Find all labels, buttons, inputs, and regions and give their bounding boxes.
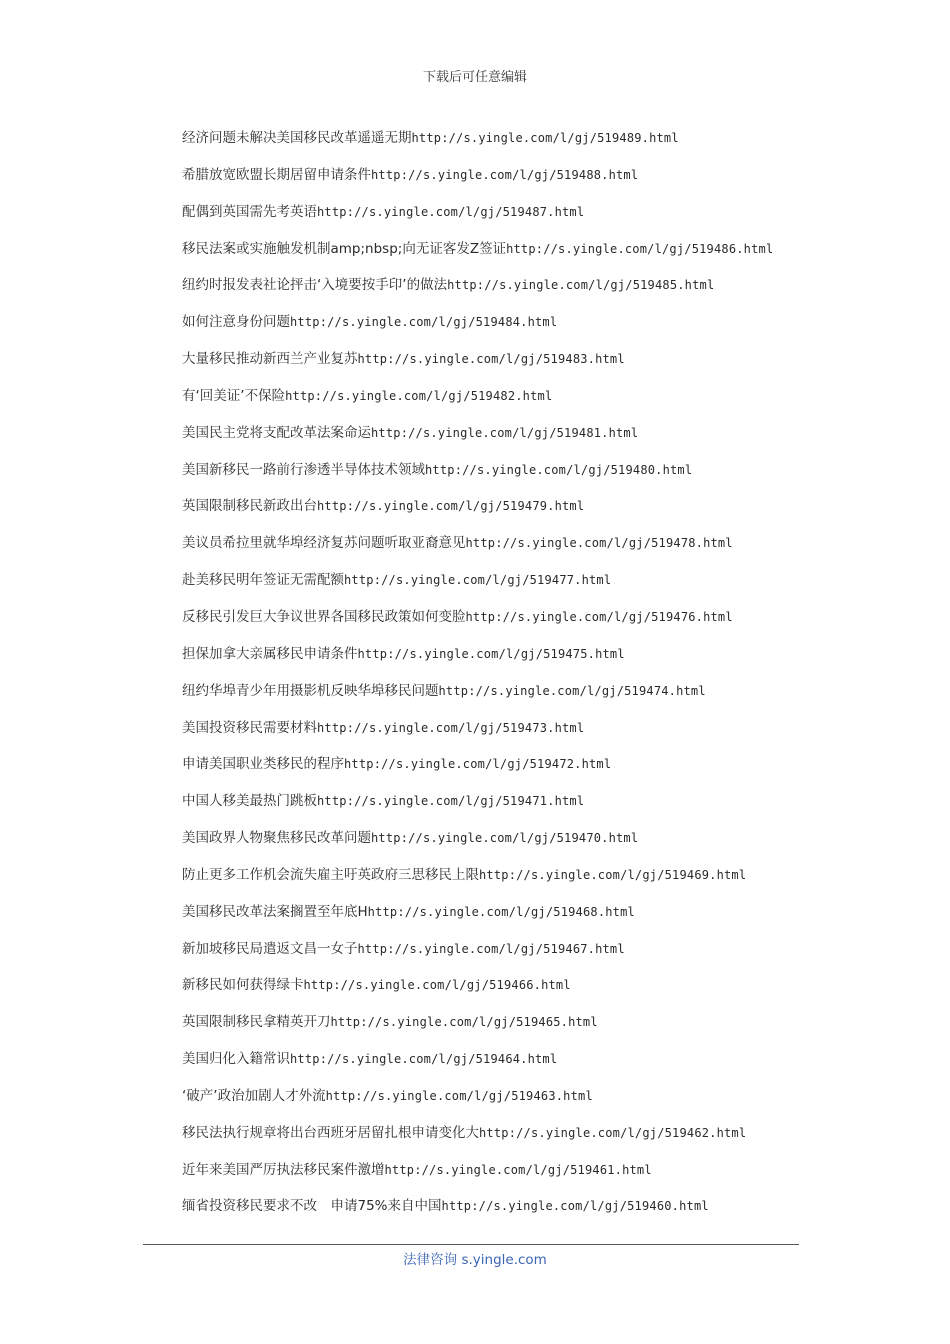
item-title: ‘破产’政治加剧人才外流 (182, 1087, 326, 1104)
item-title: 担保加拿大亲属移民申请条件 (182, 645, 358, 662)
item-url-link[interactable]: http://s.yingle.com/l/gj/519470.html (371, 831, 639, 846)
item-title: 纽约华埠青少年用摄影机反映华埠移民问题 (182, 682, 439, 699)
item-url-link[interactable]: http://s.yingle.com/l/gj/519460.html (441, 1199, 709, 1214)
item-url-link[interactable]: http://s.yingle.com/l/gj/519462.html (479, 1125, 747, 1140)
item-url-link[interactable]: http://s.yingle.com/l/gj/519465.html (330, 1015, 598, 1030)
item-title: 英国限制移民拿精英开刀 (182, 1014, 331, 1031)
list-item (182, 382, 822, 419)
item-title: 美国移民改革法案搁置至年底H (182, 903, 368, 920)
list-item (182, 1045, 822, 1082)
list-item (182, 456, 822, 493)
list-item (182, 935, 822, 972)
item-url-link[interactable]: http://s.yingle.com/l/gj/519477.html (344, 573, 612, 588)
item-title: 移民法案或实施触发机制amp;nbsp;向无证客发Z签证 (182, 240, 507, 257)
item-url-link[interactable]: http://s.yingle.com/l/gj/519481.html (371, 425, 639, 440)
item-title: 如何注意身份问题 (182, 314, 290, 331)
item-title: 新移民如何获得绿卡 (182, 977, 304, 994)
page-header: 下载后可任意编辑 (422, 70, 527, 85)
list-item (182, 345, 822, 382)
item-url-link[interactable]: http://s.yingle.com/l/gj/519487.html (317, 204, 585, 219)
list-item (182, 419, 822, 456)
item-title: 英国限制移民新政出台 (182, 498, 317, 515)
item-title: 经济问题未解决美国移民改革遥遥无期 (182, 130, 412, 146)
item-title: 纽约时报发表社论抨击‘入境要按手印’的做法 (182, 277, 448, 294)
item-url-link[interactable]: http://s.yingle.com/l/gj/519467.html (357, 941, 625, 956)
item-url-link[interactable]: http://s.yingle.com/l/gj/519461.html (384, 1162, 652, 1177)
list-item (182, 714, 822, 751)
list-item (182, 640, 822, 677)
item-title: 中国人移美最热门跳板 (182, 793, 317, 810)
list-item (182, 198, 822, 235)
link-list (182, 124, 822, 1229)
item-title: 美国投资移民需要材料 (182, 719, 317, 736)
item-url-link[interactable]: http://s.yingle.com/l/gj/519488.html (371, 167, 639, 182)
list-item (182, 308, 822, 345)
list-item (182, 1119, 822, 1156)
item-title: 美国新移民一路前行渗透半导体技术领域 (182, 461, 425, 478)
item-title: 防止更多工作机会流失雇主吁英政府三思移民上限 (182, 866, 479, 883)
list-item (182, 1192, 822, 1229)
item-url-link[interactable]: http://s.yingle.com/l/gj/519471.html (317, 794, 585, 809)
item-url-link[interactable]: http://s.yingle.com/l/gj/519463.html (325, 1088, 593, 1103)
list-item (182, 161, 822, 198)
list-item (182, 529, 822, 566)
item-title: 申请美国职业类移民的程序 (182, 756, 344, 773)
item-url-link[interactable]: http://s.yingle.com/l/gj/519468.html (367, 904, 635, 919)
item-title: 美国民主党将支配改革法案命运 (182, 424, 371, 441)
list-item (182, 124, 822, 161)
list-item (182, 971, 822, 1008)
item-title: 大量移民推动新西兰产业复苏 (182, 351, 358, 368)
item-url-link[interactable]: http://s.yingle.com/l/gj/519483.html (357, 352, 625, 367)
list-item (182, 492, 822, 529)
item-url-link[interactable]: http://s.yingle.com/l/gj/519478.html (465, 536, 733, 551)
list-item (182, 603, 822, 640)
item-title: 希腊放宽欧盟长期居留申请条件 (182, 166, 371, 183)
item-url-link[interactable]: http://s.yingle.com/l/gj/519485.html (447, 278, 715, 293)
item-url-link[interactable]: http://s.yingle.com/l/gj/519473.html (317, 720, 585, 735)
item-url-link[interactable]: http://s.yingle.com/l/gj/519486.html (506, 241, 774, 256)
list-item (182, 271, 822, 308)
item-title: 配偶到英国需先考英语 (182, 203, 317, 220)
item-url-link[interactable]: http://s.yingle.com/l/gj/519464.html (290, 1052, 558, 1067)
list-item (182, 787, 822, 824)
footer-link[interactable]: 法律咨询 s.yingle.com (403, 1252, 547, 1268)
item-url-link[interactable]: http://s.yingle.com/l/gj/519476.html (465, 609, 733, 624)
item-title: 近年来美国严厉执法移民案件激增 (182, 1161, 385, 1178)
item-url-link[interactable]: http://s.yingle.com/l/gj/519474.html (438, 683, 706, 698)
item-url-link[interactable]: http://s.yingle.com/l/gj/519466.html (303, 978, 571, 993)
list-item (182, 861, 822, 898)
list-item (182, 750, 822, 787)
list-item (182, 824, 822, 861)
list-item (182, 1082, 822, 1119)
item-title: 赴美移民明年签证无需配额 (182, 572, 344, 589)
item-title: 美议员希拉里就华埠经济复苏问题听取亚裔意见 (182, 535, 466, 552)
item-url-link[interactable]: http://s.yingle.com/l/gj/519489.html (411, 131, 679, 145)
item-url-link[interactable]: http://s.yingle.com/l/gj/519482.html (285, 388, 553, 403)
item-url-link[interactable]: http://s.yingle.com/l/gj/519475.html (357, 646, 625, 661)
item-title: 新加坡移民局遣返文昌一女子 (182, 940, 358, 957)
footer-divider (143, 1244, 799, 1245)
list-item (182, 677, 822, 714)
item-title: 美国归化入籍常识 (182, 1051, 290, 1068)
item-title: 反移民引发巨大争议世界各国移民政策如何变脸 (182, 608, 466, 625)
item-url-link[interactable]: http://s.yingle.com/l/gj/519480.html (425, 462, 693, 477)
list-item (182, 235, 822, 272)
item-title: 移民法执行规章将出台西班牙居留扎根申请变化大 (182, 1124, 479, 1141)
list-item (182, 566, 822, 603)
item-url-link[interactable]: http://s.yingle.com/l/gj/519484.html (290, 315, 558, 330)
list-item (182, 898, 822, 935)
item-title: 缅省投资移民要求不改 申请75%来自中国 (182, 1198, 442, 1215)
item-url-link[interactable]: http://s.yingle.com/l/gj/519469.html (479, 867, 747, 882)
item-title: 有‘回美证’不保险 (182, 387, 286, 404)
item-url-link[interactable]: http://s.yingle.com/l/gj/519479.html (317, 499, 585, 514)
list-item (182, 1008, 822, 1045)
list-item (182, 1156, 822, 1193)
item-url-link[interactable]: http://s.yingle.com/l/gj/519472.html (344, 757, 612, 772)
item-title: 美国政界人物聚焦移民改革问题 (182, 830, 371, 847)
